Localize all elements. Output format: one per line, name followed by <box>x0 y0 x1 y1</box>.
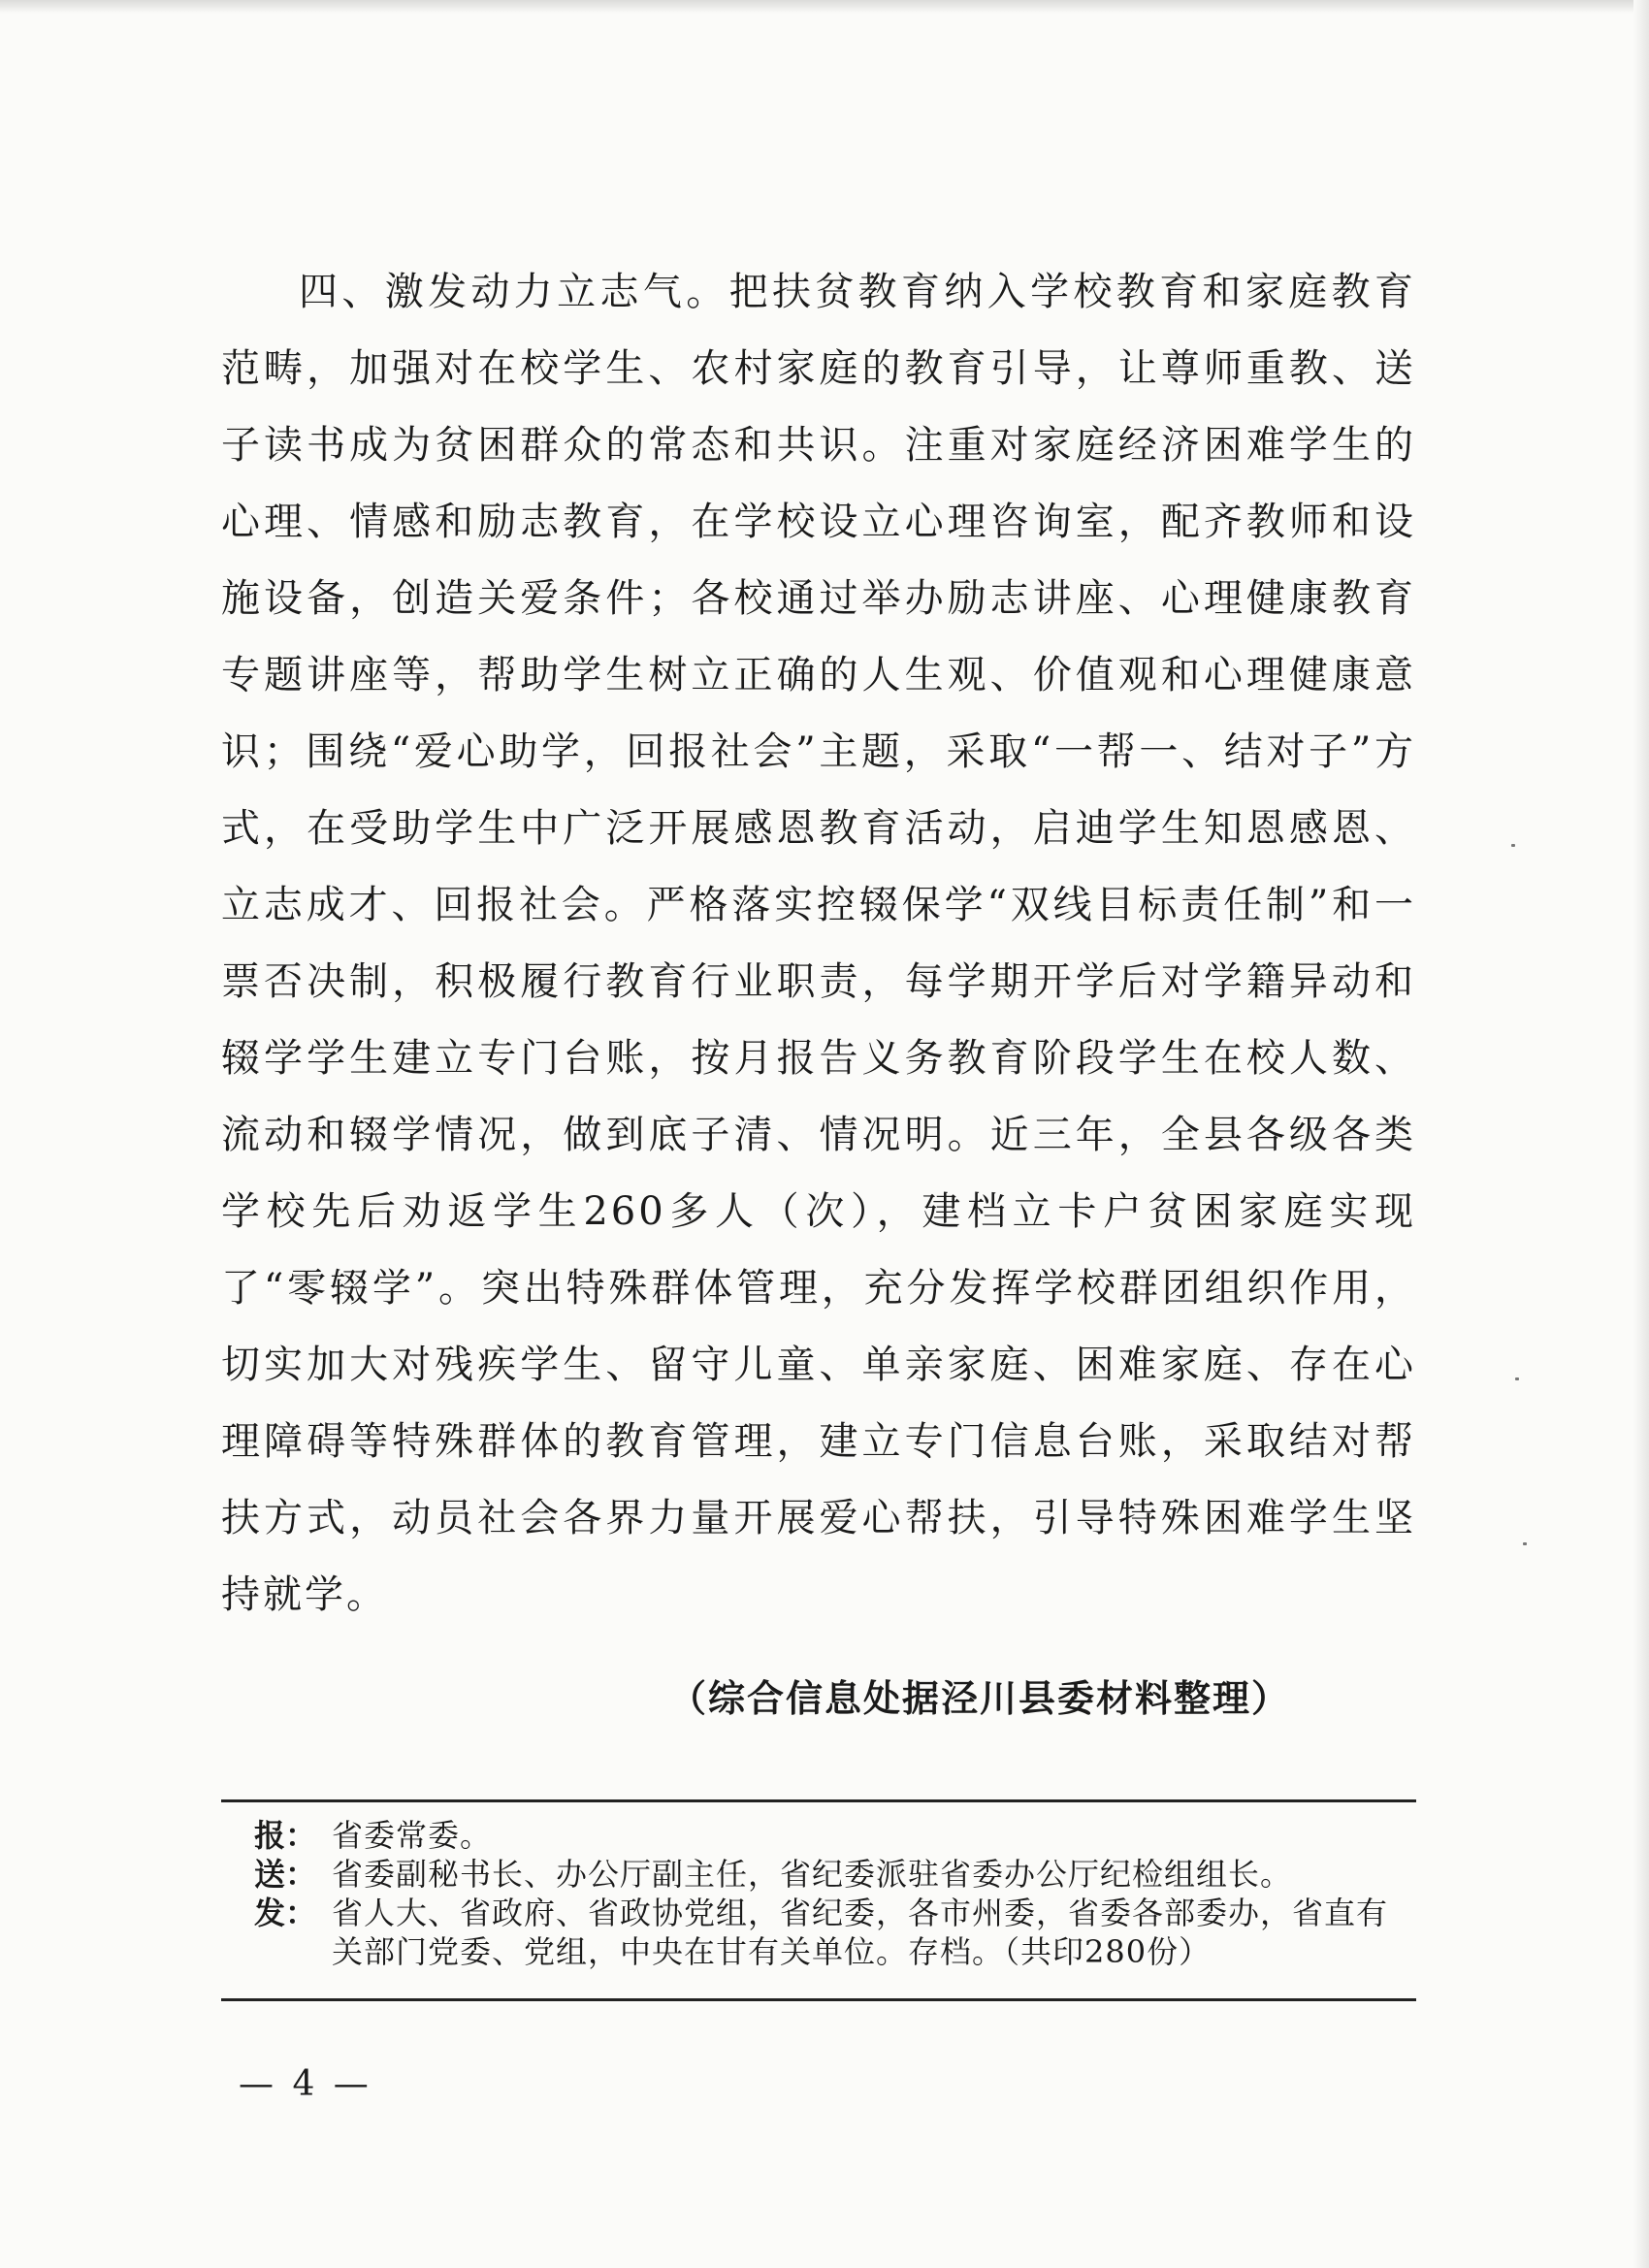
scan-edge-right <box>1633 0 1649 2268</box>
distribution-value: 省委常委。 <box>332 1817 493 1854</box>
distribution-row-report <box>254 1816 1418 1855</box>
distribution-row-issue <box>254 1894 1418 1971</box>
scan-edge-top <box>0 0 1649 14</box>
source-note: （综合信息处据泾川县委材料整理） <box>669 1677 1291 1720</box>
distribution-label: 发： <box>254 1895 317 1931</box>
distribution-value: 省人大、省政府、省政协党组，省纪委，各市州委，省委各部委办，省直有关部门党委、党组，中央在甘有关单位。存档。（共印280份） <box>332 1895 1389 1970</box>
distribution-label: 报： <box>254 1817 317 1854</box>
distribution-top-rule <box>221 1799 1416 1802</box>
scan-speck <box>1515 1377 1519 1380</box>
distribution-row-send <box>254 1855 1418 1894</box>
scan-speck <box>1523 1542 1527 1545</box>
distribution-label: 送： <box>254 1856 317 1893</box>
page-number: — 4 — <box>239 2064 372 2104</box>
distribution-list <box>254 1816 1418 1971</box>
scan-speck <box>1511 844 1515 847</box>
body-paragraph: 四、激发动力立志气。把扶贫教育纳入学校教育和家庭教育范畴，加强对在校学生、农村家庭的教育引导，让尊师重教、送子读书成为贫困群众的常态和共识。注重对家庭经济困难学生的心理、情感和励志教育，在学校设立心理咨询室，配齐教师和设施设备，创造关爱条件；各校通过举办励志讲座、心理健康教育专题讲座等，帮助学生树立正确的人生观、价值观和心理健康意识；围绕“爱心助学，回报社会”主题，采取“一帮一、结对子”方式，在受助学生中广泛开展感恩教育活动，启迪学生知恩感恩、立志成才、回报社会。严格落实控辍保学“双线目标责任制”和一票否决制，积极履行教育行业职责，每学期开学后对学籍异动和辍学学生建立专门台账，按月报告义务教育阶段学生在校人数、流动和辍学情况，做到底子清、情况明。近三年，全县各级各类学校先后劝返学生260多人（次），建档立卡户贫困家庭实现了“零辍学”。突出特殊群体管理，充分发挥学校群团组织作用，切实加大对残疾学生、留守儿童、单亲家庭、困难家庭、存在心理障碍等特殊群体的教育管理，建立专门信息台账，采取结对帮扶方式，动员社会各界力量开展爱心帮扶，引导特殊困难学生坚持就学。 <box>221 270 1416 1617</box>
distribution-value: 省委副秘书长、办公厅副主任，省纪委派驻省委办公厅纪检组组长。 <box>332 1856 1293 1893</box>
distribution-bottom-rule <box>221 1998 1416 2001</box>
